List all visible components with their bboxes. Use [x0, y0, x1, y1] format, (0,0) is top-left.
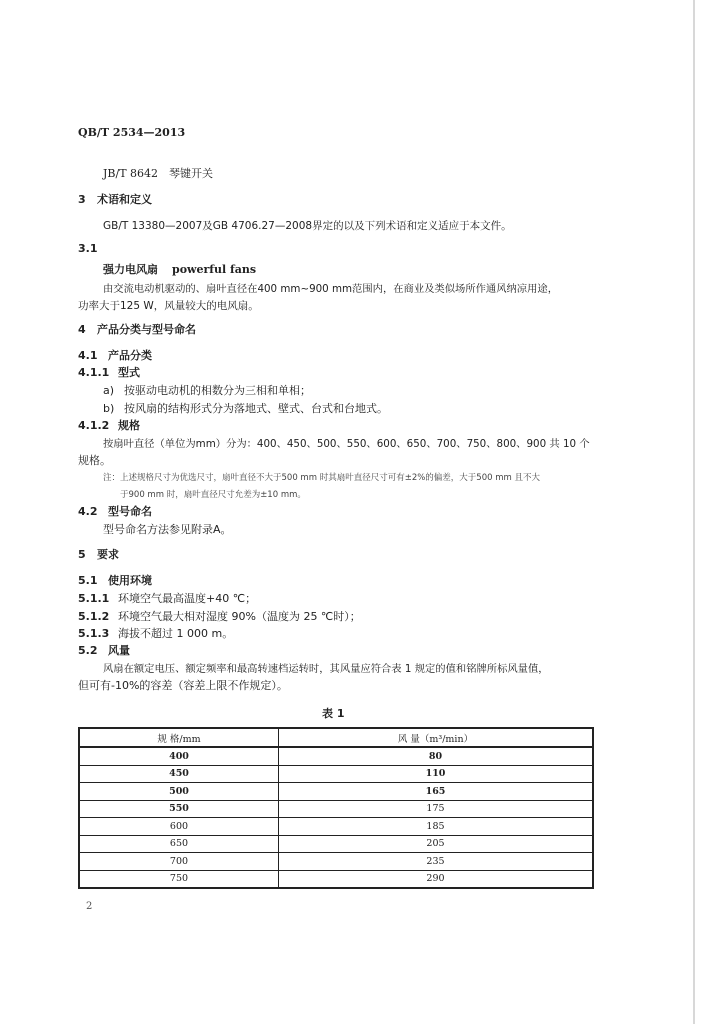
section-5-1-1-text: 环境空气最高温度+40 ℃；: [118, 592, 257, 605]
section-4-2-number: 4.2: [78, 505, 98, 518]
section-5-2-number: 5.2: [78, 644, 98, 657]
section-5-1-2-number: 5.1.2: [78, 610, 110, 623]
list-item-a-marker: a): [103, 384, 115, 397]
table-row: [79, 835, 593, 853]
cell-spec: 650: [79, 835, 279, 853]
section-5-1-number: 5.1: [78, 574, 98, 587]
cell-spec: 700: [79, 853, 279, 871]
cell-flow: 165: [279, 783, 594, 801]
cell-flow: 110: [279, 765, 594, 783]
table-row: [79, 800, 593, 818]
term-3-1-definition-line-2: 功率大于125 W，风量较大的电风扇。: [78, 300, 259, 312]
cell-spec: 450: [79, 765, 279, 783]
section-4-number: 4: [78, 323, 86, 336]
section-4-1-1-number: 4.1.1: [78, 366, 110, 379]
term-3-1-number: 3.1: [78, 242, 98, 255]
cell-spec: 550: [79, 800, 279, 818]
section-3-intro: GB/T 13380—2007及GB 4706.27—2008界定的以及下列术语和定义适应于本文件。: [103, 220, 512, 232]
section-4-2-body: 型号命名方法参见附录A。: [103, 523, 232, 536]
cell-spec: 750: [79, 870, 279, 888]
cell-spec: 400: [79, 747, 279, 765]
list-item-b-marker: b): [103, 402, 115, 415]
table-1-caption: 表 1: [322, 707, 345, 720]
section-4-1-1-heading: 型式: [118, 366, 140, 379]
cell-flow: 290: [279, 870, 594, 888]
section-3-number: 3: [78, 193, 86, 206]
section-5-1-3-text: 海拔不超过 1 000 m。: [118, 627, 234, 640]
section-5-heading: 要求: [97, 548, 119, 561]
term-3-1-english: powerful fans: [172, 263, 257, 276]
column-header-spec: 规 格/mm: [79, 728, 279, 747]
section-5-2-heading: 风量: [108, 644, 130, 657]
table-row: [79, 870, 593, 888]
reference-title: 琴键开关: [169, 167, 213, 180]
page-edge-shadow: [693, 0, 695, 1024]
term-3-1-definition-line-1: 由交流电动机驱动的、扇叶直径在400 mm~900 mm范围内，在商业及类似场所作通风纳凉用途，: [103, 283, 558, 295]
spec-note-line-2: 于900 mm 时，扇叶直径尺寸允差为±10 mm。: [120, 490, 306, 500]
section-3-heading: 术语和定义: [97, 193, 152, 206]
cell-flow: 235: [279, 853, 594, 871]
table-1: [78, 727, 594, 889]
section-5-2-body-line-1: 风扇在额定电压、额定频率和最高转速档运转时，其风量应符合表 1 规定的值和铭牌所标风量值，: [103, 663, 549, 675]
spec-list-line-1: 按扇叶直径（单位为mm）分为：400、450、500、550、600、650、700、750、800、900 共 10 个: [103, 438, 590, 450]
cell-spec: 500: [79, 783, 279, 801]
list-item-a-text: 按驱动电动机的相数分为三相和单相；: [124, 384, 311, 397]
section-5-1-heading: 使用环境: [108, 574, 152, 587]
table-header-row: [79, 728, 593, 747]
cell-flow: 80: [279, 747, 594, 765]
column-header-flow: 风 量（m³/min）: [279, 728, 594, 747]
cell-flow: 185: [279, 818, 594, 836]
table-row: [79, 747, 593, 765]
page-number: 2: [86, 901, 93, 912]
list-item-b-text: 按风扇的结构形式分为落地式、壁式、台式和台地式。: [124, 402, 388, 415]
table-row: [79, 783, 593, 801]
standard-code-header: QB/T 2534—2013: [78, 126, 186, 139]
section-5-number: 5: [78, 548, 86, 561]
spec-list-line-2: 规格。: [78, 454, 111, 467]
reference-code: JB/T 8642: [103, 167, 159, 180]
section-5-1-2-text: 环境空气最大相对湿度 90%（温度为 25 ℃时）；: [118, 610, 361, 623]
cell-flow: 175: [279, 800, 594, 818]
section-4-1-2-number: 4.1.2: [78, 419, 110, 432]
table-row: [79, 853, 593, 871]
section-4-2-heading: 型号命名: [108, 505, 152, 518]
cell-flow: 205: [279, 835, 594, 853]
cell-spec: 600: [79, 818, 279, 836]
section-4-1-heading: 产品分类: [108, 349, 152, 362]
section-4-1-2-heading: 规格: [118, 419, 140, 432]
section-5-2-body-line-2: 但可有-10%的容差（容差上限不作规定）。: [78, 679, 288, 692]
table-row: [79, 818, 593, 836]
section-5-1-1-number: 5.1.1: [78, 592, 110, 605]
table-row: [79, 765, 593, 783]
section-5-1-3-number: 5.1.3: [78, 627, 110, 640]
section-4-1-number: 4.1: [78, 349, 98, 362]
term-3-1-chinese: 强力电风扇: [103, 263, 158, 276]
section-4-heading: 产品分类与型号命名: [97, 323, 196, 336]
spec-note-line-1: 注：上述规格尺寸为优选尺寸，扇叶直径不大于500 mm 时其扇叶直径尺寸可有±2%的偏差，大于500 mm 且不大: [103, 473, 540, 483]
